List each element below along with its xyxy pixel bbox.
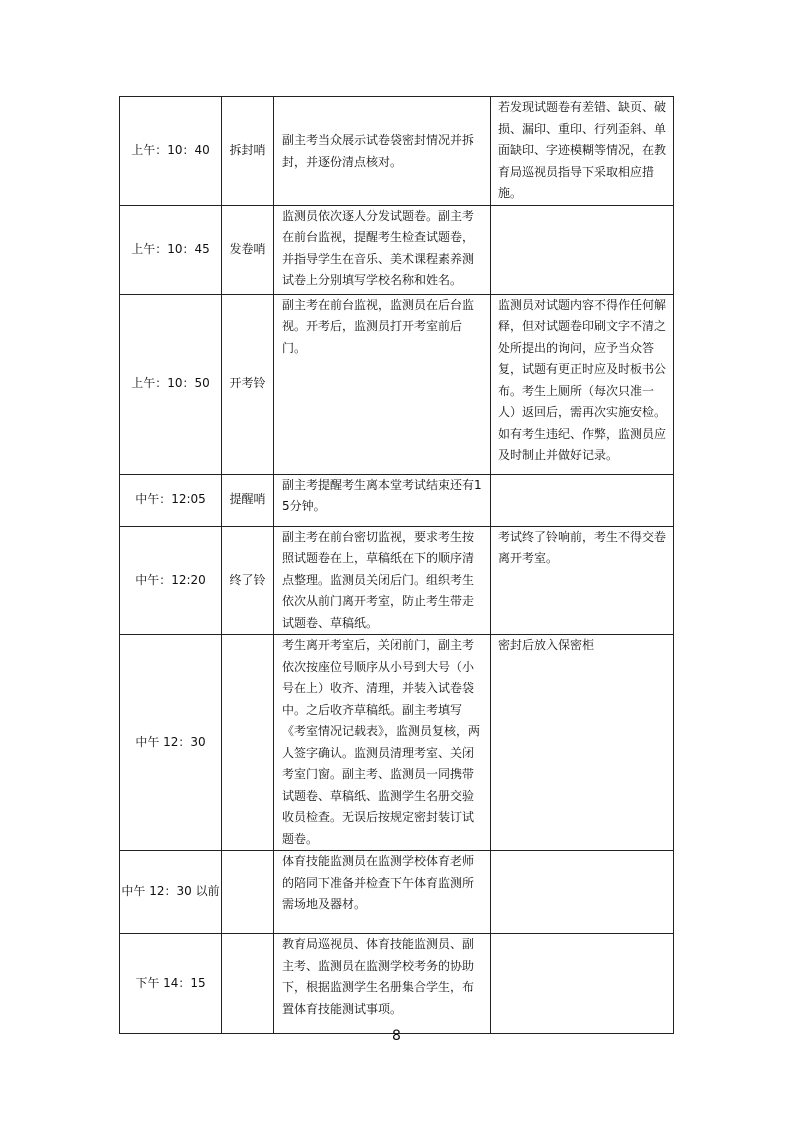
procedure-cell: 考生离开考室后，关闭前门，副主考依次按座位号顺序从小号到大号（小号在上）收齐、清理，并装入试卷袋中。之后收齐草稿纸。副主考填写《考室情况记载表》，监测员复核，两人签字确认。监测员清理考室、关闭考室门窗。副主考、监测员一同携带试题卷、草稿纸、监测学生名册交验收员检查。无误后按规定密封装订试题卷。 — [274, 635, 491, 851]
signal-cell — [222, 635, 274, 851]
time-cell: 中午：12:20 — [120, 526, 222, 635]
procedure-cell: 副主考在前台监视，监测员在后台监视。开考后，监测员打开考室前后门。 — [274, 294, 491, 474]
note-cell: 若发现试题卷有差错、缺页、破损、漏印、重印、行列歪斜、单面缺印、字迹模糊等情况，在教育局巡视员指导下采取相应措施。 — [491, 97, 674, 206]
procedure-cell: 副主考当众展示试卷袋密封情况并拆封，并逐份清点核对。 — [274, 97, 491, 206]
signal-cell: 发卷哨 — [222, 205, 274, 294]
time-cell: 中午 12：30 — [120, 635, 222, 851]
procedure-cell: 副主考在前台密切监视，要求考生按照试题卷在上，草稿纸在下的顺序清点整理。监测员关闭后门。组织考生依次从前门离开考室，防止考生带走试题卷、草稿纸。 — [274, 526, 491, 635]
procedure-cell: 教育局巡视员、体育技能监测员、副主考、监测员在监测学校考务的协助下，根据监测学生名册集合学生，布置体育技能测试事项。 — [274, 934, 491, 1034]
table-row — [120, 474, 674, 526]
table-row — [120, 851, 674, 934]
signal-cell: 终了铃 — [222, 526, 274, 635]
table-row — [120, 635, 674, 851]
note-cell: 考试终了铃响前，考生不得交卷离开考室。 — [491, 526, 674, 635]
time-cell: 上午：10：40 — [120, 97, 222, 206]
note-cell — [491, 851, 674, 934]
page-number: 8 — [392, 1028, 401, 1044]
note-cell: 监测员对试题内容不得作任何解释，但对试题卷印刷文字不清之处所提出的询问，应予当众答复，试题有更正时应及时板书公布。考生上厕所（每次只准一人）返回后，需再次实施安检。如有考生违纪、作弊，监测员应及时制止并做好记录。 — [491, 294, 674, 474]
exam-schedule-table — [119, 96, 674, 1034]
signal-cell: 开考铃 — [222, 294, 274, 474]
table-row — [120, 294, 674, 474]
time-cell: 上午：10：50 — [120, 294, 222, 474]
procedure-cell: 副主考提醒考生离本堂考试结束还有15分钟。 — [274, 474, 491, 526]
time-cell: 下午 14：15 — [120, 934, 222, 1034]
table-row — [120, 934, 674, 1034]
table-row — [120, 205, 674, 294]
table-row — [120, 97, 674, 206]
time-cell: 中午 12：30 以前 — [120, 851, 222, 934]
note-cell: 密封后放入保密柜 — [491, 635, 674, 851]
signal-cell — [222, 851, 274, 934]
time-cell: 中午：12:05 — [120, 474, 222, 526]
note-cell — [491, 205, 674, 294]
signal-cell: 拆封哨 — [222, 97, 274, 206]
procedure-cell: 体育技能监测员在监测学校体育老师的陪同下准备并检查下午体育监测所需场地及器材。 — [274, 851, 491, 934]
procedure-cell: 监测员依次逐人分发试题卷。副主考在前台监视，提醒考生检查试题卷，并指导学生在音乐、美术课程素养测试卷上分别填写学校名称和姓名。 — [274, 205, 491, 294]
signal-cell — [222, 934, 274, 1034]
note-cell — [491, 474, 674, 526]
note-cell — [491, 934, 674, 1034]
signal-cell: 提醒哨 — [222, 474, 274, 526]
table-row — [120, 526, 674, 635]
time-cell: 上午：10：45 — [120, 205, 222, 294]
